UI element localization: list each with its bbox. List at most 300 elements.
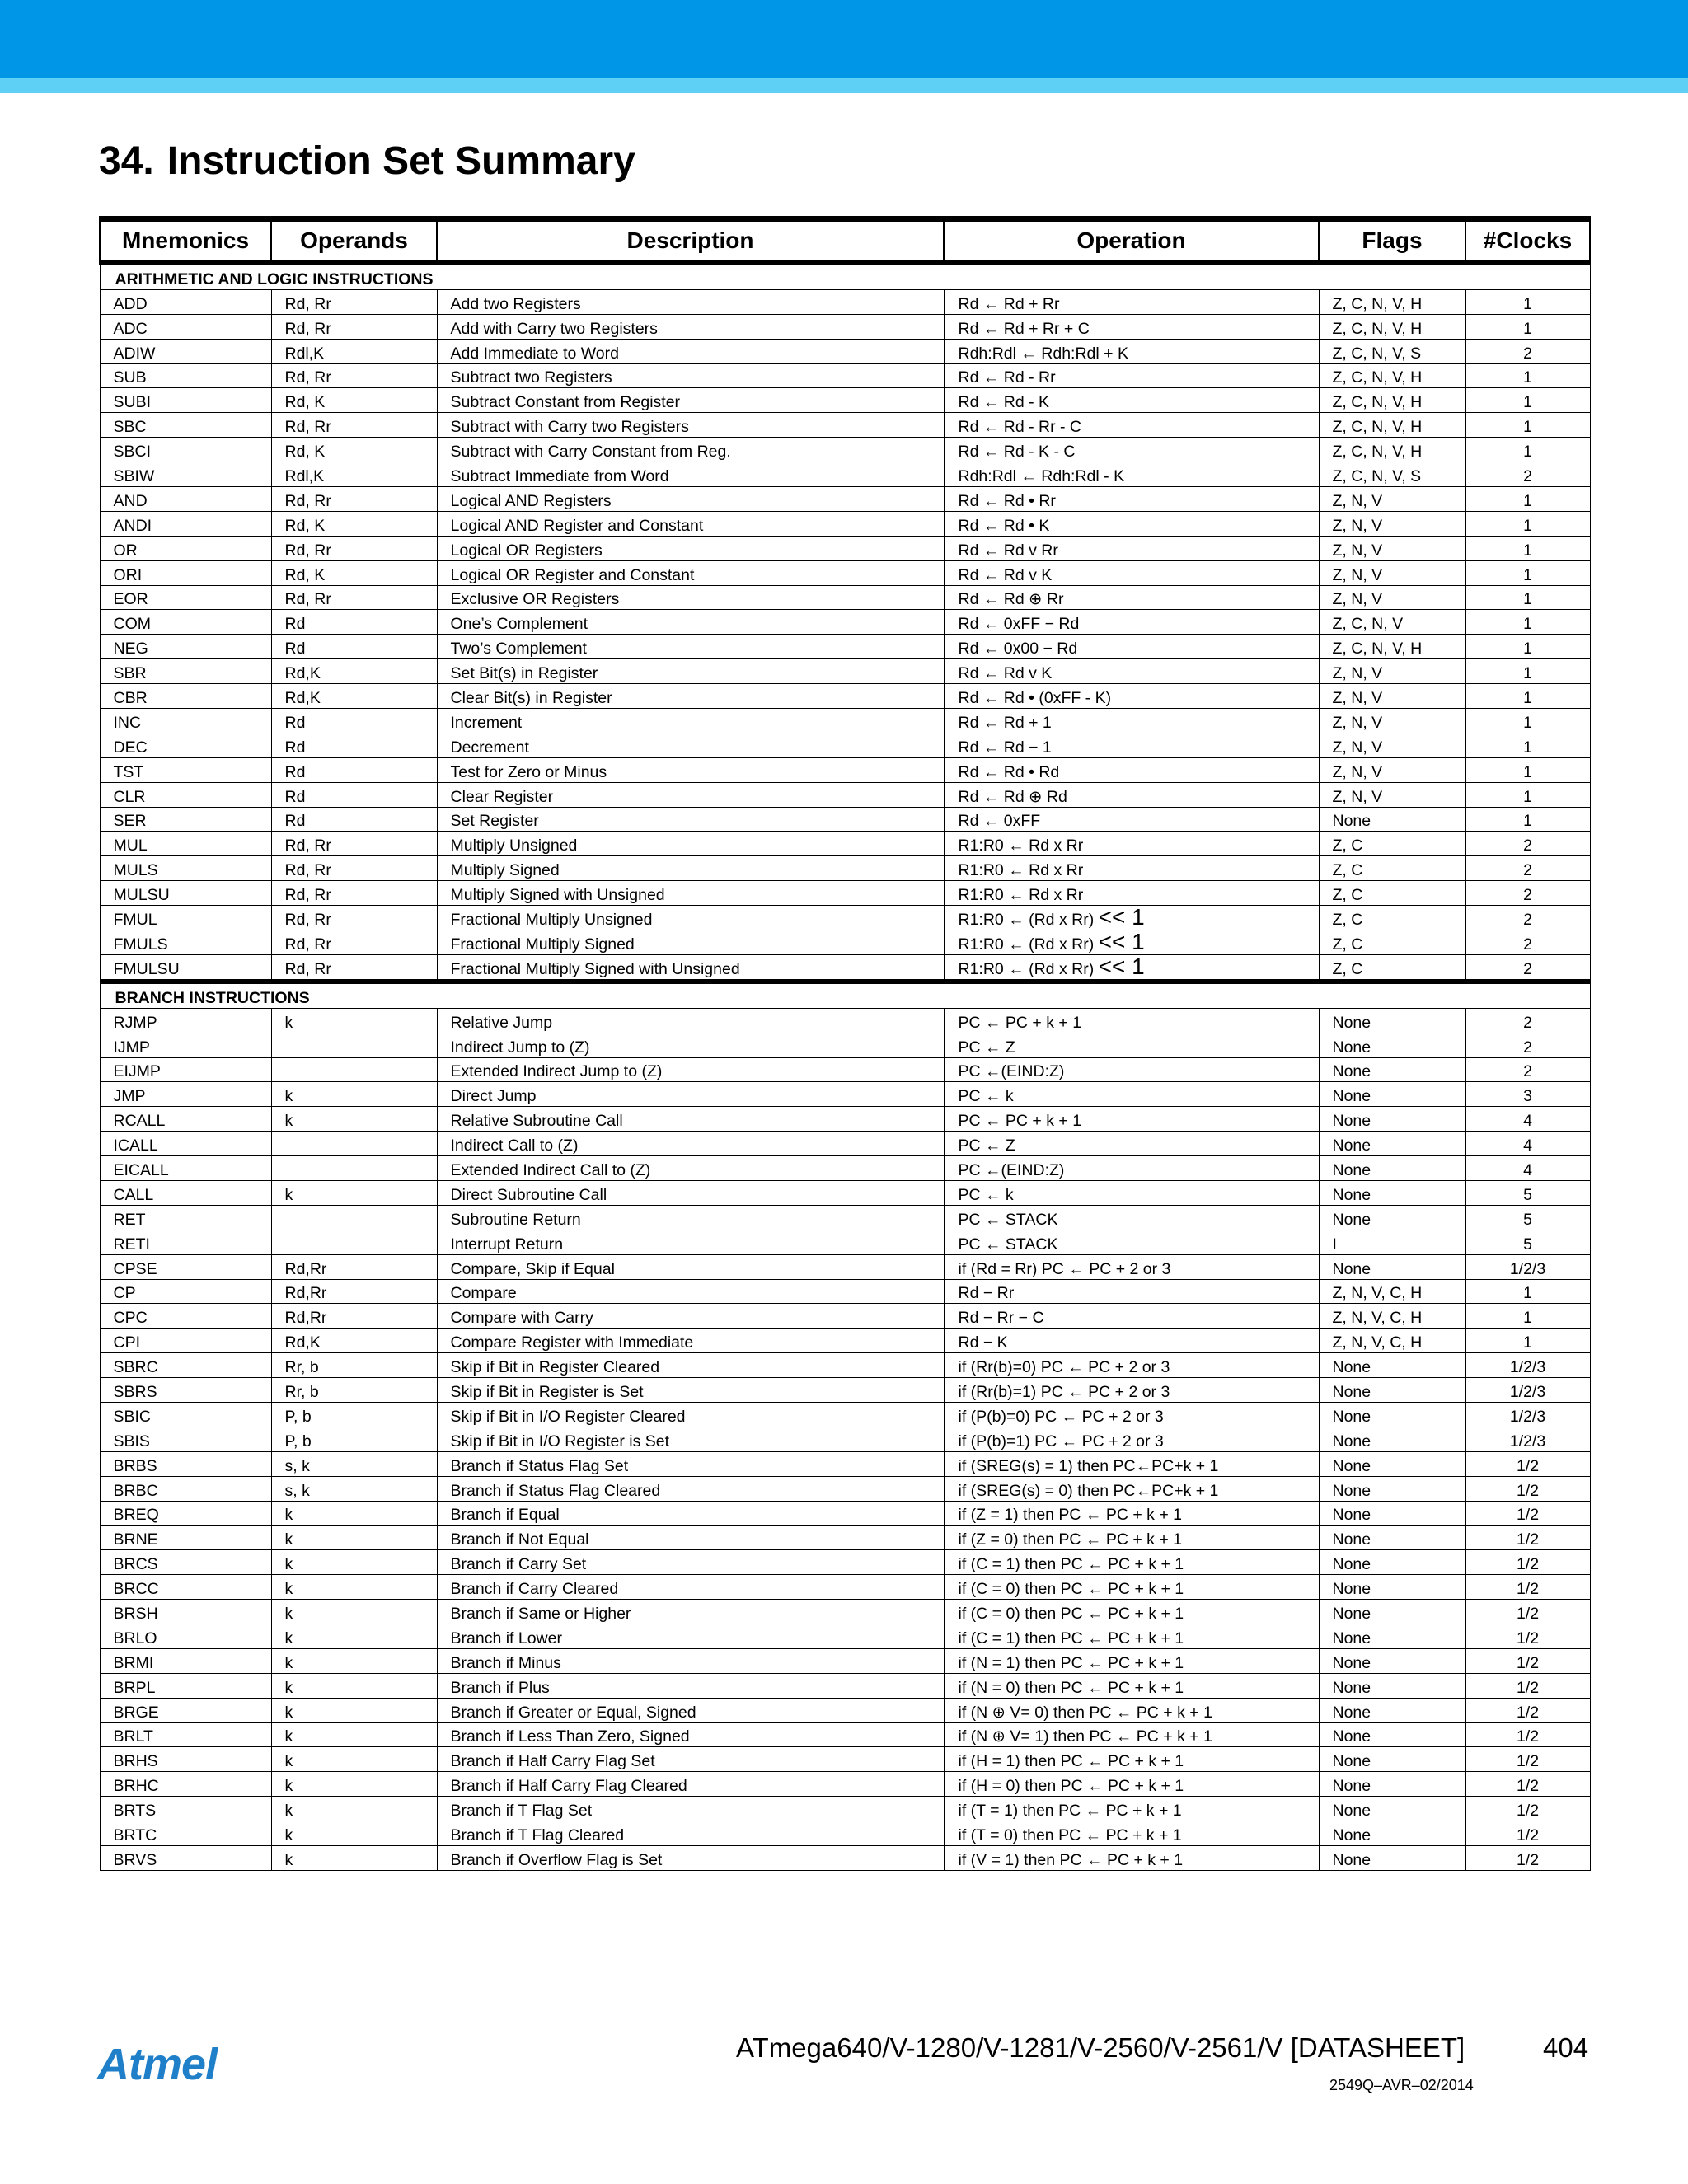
table-row (100, 536, 1590, 560)
cell-operands (271, 1205, 437, 1230)
cell-operation: Rdh:Rdl ← Rdh:Rdl - K (944, 462, 1319, 487)
cell-clocks: 1/2 (1465, 1797, 1590, 1821)
cell-description: Compare (437, 1279, 944, 1304)
table-row (100, 1402, 1590, 1427)
cell-mnemonic: JMP (100, 1082, 271, 1107)
cell-clocks: 1/2 (1465, 1451, 1590, 1476)
cell-description: Logical OR Register and Constant (437, 560, 944, 585)
cell-mnemonic: BRTS (100, 1797, 271, 1821)
table-row (100, 1476, 1590, 1501)
cell-clocks: 1 (1465, 413, 1590, 438)
cell-clocks: 1/2 (1465, 1476, 1590, 1501)
cell-description: Branch if Plus (437, 1673, 944, 1698)
cell-clocks: 2 (1465, 339, 1590, 363)
table-row (100, 462, 1590, 487)
cell-operands (271, 1156, 437, 1181)
cell-mnemonic: RETI (100, 1230, 271, 1254)
cell-operands: Rd (271, 807, 437, 832)
table-row (100, 1722, 1590, 1747)
table-row (100, 1107, 1590, 1132)
table-row (100, 1378, 1590, 1403)
cell-clocks: 1/2 (1465, 1698, 1590, 1722)
cell-operands: Rd (271, 635, 437, 659)
cell-flags: None (1319, 1180, 1465, 1205)
cell-operation: if (Z = 1) then PC ← PC + k + 1 (944, 1501, 1319, 1526)
table-row (100, 1329, 1590, 1353)
cell-operands (271, 1033, 437, 1057)
cell-flags: Z, N, V, C, H (1319, 1279, 1465, 1304)
cell-mnemonic: BRTC (100, 1821, 271, 1846)
cell-clocks: 1 (1465, 1279, 1590, 1304)
cell-flags: None (1319, 1846, 1465, 1871)
table-row (100, 1797, 1590, 1821)
cell-description: Subroutine Return (437, 1205, 944, 1230)
cell-clocks: 1 (1465, 1329, 1590, 1353)
cell-description: Compare with Carry (437, 1304, 944, 1329)
cell-mnemonic: ADD (100, 289, 271, 314)
table-row (100, 1648, 1590, 1673)
column-header-description: Description (437, 219, 944, 263)
column-header-operands: Operands (271, 219, 437, 263)
cell-flags: None (1319, 1254, 1465, 1279)
cell-mnemonic: SUB (100, 363, 271, 388)
cell-operation: PC ← STACK (944, 1205, 1319, 1230)
cell-flags: Z, C (1319, 954, 1465, 981)
cell-description: Clear Bit(s) in Register (437, 684, 944, 709)
cell-description: Branch if Lower (437, 1624, 944, 1648)
cell-mnemonic: BREQ (100, 1501, 271, 1526)
cell-description: Subtract two Registers (437, 363, 944, 388)
cell-flags: None (1319, 1107, 1465, 1132)
cell-description: Skip if Bit in Register is Set (437, 1378, 944, 1403)
cell-operands: Rdl,K (271, 462, 437, 487)
cell-clocks: 4 (1465, 1132, 1590, 1156)
table-row (100, 832, 1590, 856)
cell-mnemonic: CPSE (100, 1254, 271, 1279)
cell-description: Branch if Half Carry Flag Cleared (437, 1772, 944, 1797)
cell-description: Compare Register with Immediate (437, 1329, 944, 1353)
cell-operands: Rd,Rr (271, 1254, 437, 1279)
cell-operation: if (SREG(s) = 0) then PC←PC+k + 1 (944, 1476, 1319, 1501)
cell-clocks: 1 (1465, 560, 1590, 585)
cell-description: Branch if Carry Set (437, 1550, 944, 1575)
cell-clocks: 2 (1465, 954, 1590, 981)
cell-operands: k (271, 1550, 437, 1575)
cell-description: Indirect Call to (Z) (437, 1132, 944, 1156)
cell-mnemonic: FMUL (100, 906, 271, 930)
table-row (100, 1673, 1590, 1698)
shift-suffix: << 1 (1098, 930, 1145, 954)
cell-clocks: 2 (1465, 1057, 1590, 1082)
cell-clocks: 2 (1465, 832, 1590, 856)
cell-clocks: 1 (1465, 487, 1590, 512)
cell-flags: Z, N, V (1319, 757, 1465, 782)
cell-mnemonic: SBIS (100, 1427, 271, 1451)
cell-clocks: 2 (1465, 462, 1590, 487)
cell-flags: Z, N, V (1319, 659, 1465, 684)
cell-operands: Rr, b (271, 1378, 437, 1403)
cell-operation: Rd ← 0xFF − Rd (944, 610, 1319, 635)
cell-flags: Z, N, V (1319, 511, 1465, 536)
cell-mnemonic: NEG (100, 635, 271, 659)
cell-flags: None (1319, 1722, 1465, 1747)
table-row (100, 1279, 1590, 1304)
cell-description: Multiply Signed with Unsigned (437, 881, 944, 906)
cell-operation: PC ← k (944, 1180, 1319, 1205)
table-row (100, 1772, 1590, 1797)
cell-description: Subtract with Carry two Registers (437, 413, 944, 438)
cell-operation: R1:R0 ← (Rd x Rr) << 1 (944, 954, 1319, 981)
cell-clocks: 1/2 (1465, 1747, 1590, 1772)
cell-mnemonic: CP (100, 1279, 271, 1304)
cell-operands: Rd, K (271, 560, 437, 585)
cell-flags: None (1319, 1821, 1465, 1846)
cell-operands: Rd, Rr (271, 954, 437, 981)
cell-operands: k (271, 1008, 437, 1033)
footer-page-number: 404 (1543, 2032, 1589, 2063)
cell-flags: Z, N, V (1319, 536, 1465, 560)
cell-mnemonic: BRVS (100, 1846, 271, 1871)
cell-mnemonic: RET (100, 1205, 271, 1230)
cell-mnemonic: SER (100, 807, 271, 832)
table-row (100, 610, 1590, 635)
cell-mnemonic: SBRC (100, 1353, 271, 1378)
cell-clocks: 1/2 (1465, 1673, 1590, 1698)
cell-mnemonic: BRMI (100, 1648, 271, 1673)
cell-operation: Rd ← Rd + Rr + C (944, 314, 1319, 339)
cell-operands: k (271, 1722, 437, 1747)
cell-clocks: 1 (1465, 635, 1590, 659)
cell-clocks: 1/2 (1465, 1624, 1590, 1648)
cell-mnemonic: BRHC (100, 1772, 271, 1797)
table-row (100, 363, 1590, 388)
cell-description: Compare, Skip if Equal (437, 1254, 944, 1279)
cell-operation: if (N = 1) then PC ← PC + k + 1 (944, 1648, 1319, 1673)
cell-operation: PC ← PC + k + 1 (944, 1107, 1319, 1132)
cell-operation: if (Rr(b)=0) PC ← PC + 2 or 3 (944, 1353, 1319, 1378)
cell-clocks: 1/2 (1465, 1846, 1590, 1871)
cell-description: Branch if Status Flag Cleared (437, 1476, 944, 1501)
cell-clocks: 1/2 (1465, 1772, 1590, 1797)
cell-clocks: 1 (1465, 388, 1590, 413)
cell-mnemonic: ORI (100, 560, 271, 585)
cell-operands: Rd (271, 782, 437, 807)
cell-operands: k (271, 1698, 437, 1722)
cell-flags: None (1319, 1747, 1465, 1772)
cell-operands: k (271, 1846, 437, 1871)
cell-operation: if (H = 1) then PC ← PC + k + 1 (944, 1747, 1319, 1772)
cell-clocks: 1/2/3 (1465, 1353, 1590, 1378)
cell-clocks: 2 (1465, 1033, 1590, 1057)
cell-mnemonic: BRPL (100, 1673, 271, 1698)
table-row (100, 782, 1590, 807)
cell-operands: k (271, 1575, 437, 1600)
cell-clocks: 5 (1465, 1205, 1590, 1230)
cell-mnemonic: RCALL (100, 1107, 271, 1132)
cell-operands: k (271, 1648, 437, 1673)
cell-operation: if (H = 0) then PC ← PC + k + 1 (944, 1772, 1319, 1797)
cell-mnemonic: SUBI (100, 388, 271, 413)
cell-flags: Z, N, V (1319, 733, 1465, 757)
cell-description: Two’s Complement (437, 635, 944, 659)
cell-flags: None (1319, 1550, 1465, 1575)
table-row (100, 1451, 1590, 1476)
cell-operation: if (N ⊕ V= 1) then PC ← PC + k + 1 (944, 1722, 1319, 1747)
cell-operands: Rd, Rr (271, 314, 437, 339)
table-row (100, 438, 1590, 462)
section-header-row (100, 982, 1590, 1008)
cell-operation: R1:R0 ← (Rd x Rr) << 1 (944, 930, 1319, 955)
cell-flags: None (1319, 1132, 1465, 1156)
table-row (100, 1082, 1590, 1107)
cell-clocks: 1 (1465, 289, 1590, 314)
cell-operands: P, b (271, 1402, 437, 1427)
cell-clocks: 1 (1465, 610, 1590, 635)
cell-flags: Z, N, V (1319, 560, 1465, 585)
cell-description: Skip if Bit in I/O Register Cleared (437, 1402, 944, 1427)
table-row (100, 807, 1590, 832)
cell-operands: Rd (271, 757, 437, 782)
cell-description: Skip if Bit in Register Cleared (437, 1353, 944, 1378)
cell-clocks: 5 (1465, 1180, 1590, 1205)
cell-mnemonic: BRCS (100, 1550, 271, 1575)
cell-operation: R1:R0 ← (Rd x Rr) << 1 (944, 906, 1319, 930)
cell-description: Branch if Less Than Zero, Signed (437, 1722, 944, 1747)
cell-flags: Z, N, V (1319, 709, 1465, 733)
cell-flags: Z, C (1319, 930, 1465, 955)
cell-clocks: 1/2 (1465, 1722, 1590, 1747)
table-row (100, 1600, 1590, 1624)
cell-operands: Rd, K (271, 511, 437, 536)
table-row (100, 930, 1590, 955)
cell-operands: Rd, Rr (271, 363, 437, 388)
column-header-clocks: #Clocks (1465, 219, 1590, 263)
cell-mnemonic: MUL (100, 832, 271, 856)
cell-clocks: 1/2/3 (1465, 1378, 1590, 1403)
cell-mnemonic: ANDI (100, 511, 271, 536)
cell-mnemonic: BRGE (100, 1698, 271, 1722)
cell-description: Clear Register (437, 782, 944, 807)
cell-operands: Rd, Rr (271, 906, 437, 930)
cell-clocks: 1 (1465, 363, 1590, 388)
table-row (100, 413, 1590, 438)
cell-mnemonic: CLR (100, 782, 271, 807)
header-bar (0, 0, 1688, 78)
cell-operation: Rd ← Rd • (0xFF - K) (944, 684, 1319, 709)
table-row (100, 709, 1590, 733)
cell-flags: None (1319, 1033, 1465, 1057)
cell-mnemonic: CPC (100, 1304, 271, 1329)
cell-mnemonic: BRBC (100, 1476, 271, 1501)
cell-clocks: 1 (1465, 757, 1590, 782)
cell-flags: None (1319, 1402, 1465, 1427)
table-row (100, 1526, 1590, 1550)
cell-flags: None (1319, 1501, 1465, 1526)
cell-description: Decrement (437, 733, 944, 757)
cell-flags: Z, C, N, V, H (1319, 363, 1465, 388)
cell-description: Branch if Not Equal (437, 1526, 944, 1550)
cell-flags: None (1319, 1008, 1465, 1033)
cell-operands: Rd, Rr (271, 881, 437, 906)
cell-operation: if (P(b)=0) PC ← PC + 2 or 3 (944, 1402, 1319, 1427)
cell-flags: Z, C, N, V, H (1319, 314, 1465, 339)
cell-operation: Rd ← Rd - Rr - C (944, 413, 1319, 438)
cell-operation: Rd ← Rd • Rd (944, 757, 1319, 782)
cell-description: Interrupt Return (437, 1230, 944, 1254)
cell-flags: Z, N, V (1319, 782, 1465, 807)
cell-flags: None (1319, 1353, 1465, 1378)
cell-description: Subtract Immediate from Word (437, 462, 944, 487)
cell-operands: Rd,K (271, 659, 437, 684)
cell-operation: R1:R0 ← Rd x Rr (944, 881, 1319, 906)
cell-operation: if (N = 0) then PC ← PC + k + 1 (944, 1673, 1319, 1698)
cell-description: Set Bit(s) in Register (437, 659, 944, 684)
cell-clocks: 1/2 (1465, 1648, 1590, 1673)
table-row (100, 906, 1590, 930)
cell-operation: Rd ← Rd • Rr (944, 487, 1319, 512)
cell-clocks: 2 (1465, 906, 1590, 930)
cell-flags: None (1319, 1600, 1465, 1624)
cell-flags: None (1319, 1082, 1465, 1107)
cell-description: Extended Indirect Call to (Z) (437, 1156, 944, 1181)
cell-operands: Rd, Rr (271, 487, 437, 512)
cell-operands: Rd, K (271, 438, 437, 462)
cell-clocks: 1/2 (1465, 1575, 1590, 1600)
cell-description: Add with Carry two Registers (437, 314, 944, 339)
cell-flags: None (1319, 1205, 1465, 1230)
cell-mnemonic: FMULSU (100, 954, 271, 981)
cell-operation: if (Rd = Rr) PC ← PC + 2 or 3 (944, 1254, 1319, 1279)
cell-mnemonic: COM (100, 610, 271, 635)
cell-mnemonic: ADIW (100, 339, 271, 363)
table-row (100, 585, 1590, 610)
table-row (100, 1033, 1590, 1057)
cell-operation: Rd ← 0xFF (944, 807, 1319, 832)
cell-operation: R1:R0 ← Rd x Rr (944, 856, 1319, 881)
cell-clocks: 1/2 (1465, 1501, 1590, 1526)
cell-clocks: 1 (1465, 1304, 1590, 1329)
cell-clocks: 1 (1465, 684, 1590, 709)
table-row (100, 314, 1590, 339)
cell-mnemonic: AND (100, 487, 271, 512)
cell-flags: Z, N, V (1319, 684, 1465, 709)
cell-operands: k (271, 1180, 437, 1205)
cell-operation: if (Z = 0) then PC ← PC + k + 1 (944, 1526, 1319, 1550)
cell-operation: if (C = 1) then PC ← PC + k + 1 (944, 1550, 1319, 1575)
cell-description: Multiply Unsigned (437, 832, 944, 856)
shift-suffix: << 1 (1098, 954, 1145, 979)
cell-flags: I (1319, 1230, 1465, 1254)
cell-operation: Rd ← Rd ⊕ Rr (944, 585, 1319, 610)
cell-operation: if (N ⊕ V= 0) then PC ← PC + k + 1 (944, 1698, 1319, 1722)
cell-clocks: 1 (1465, 782, 1590, 807)
table-row (100, 1575, 1590, 1600)
cell-operands: s, k (271, 1476, 437, 1501)
cell-flags: None (1319, 1797, 1465, 1821)
cell-description: Increment (437, 709, 944, 733)
cell-description: Branch if Carry Cleared (437, 1575, 944, 1600)
cell-description: Subtract Constant from Register (437, 388, 944, 413)
cell-operands: Rd, Rr (271, 289, 437, 314)
header-bar-accent (0, 78, 1688, 93)
cell-operation: Rd ← Rd v K (944, 659, 1319, 684)
table-row (100, 1353, 1590, 1378)
cell-description: Add two Registers (437, 289, 944, 314)
cell-flags: Z, C (1319, 856, 1465, 881)
cell-mnemonic: CPI (100, 1329, 271, 1353)
table-row (100, 1747, 1590, 1772)
cell-operation: if (P(b)=1) PC ← PC + 2 or 3 (944, 1427, 1319, 1451)
section-header-row (100, 263, 1590, 290)
cell-operands: Rd, Rr (271, 856, 437, 881)
cell-operation: Rd ← Rd - K (944, 388, 1319, 413)
cell-flags: None (1319, 1698, 1465, 1722)
cell-operands: Rd (271, 610, 437, 635)
cell-flags: Z, C, N, V, H (1319, 635, 1465, 659)
cell-operands: s, k (271, 1451, 437, 1476)
cell-mnemonic: EOR (100, 585, 271, 610)
cell-operation: if (T = 0) then PC ← PC + k + 1 (944, 1821, 1319, 1846)
cell-description: Extended Indirect Jump to (Z) (437, 1057, 944, 1082)
column-header-operation: Operation (944, 219, 1319, 263)
cell-clocks: 1 (1465, 585, 1590, 610)
cell-clocks: 1/2/3 (1465, 1254, 1590, 1279)
cell-operation: if (C = 0) then PC ← PC + k + 1 (944, 1600, 1319, 1624)
cell-operands (271, 1132, 437, 1156)
cell-flags: Z, N, V (1319, 487, 1465, 512)
cell-mnemonic: MULSU (100, 881, 271, 906)
cell-description: Branch if Half Carry Flag Set (437, 1747, 944, 1772)
cell-mnemonic: SBCI (100, 438, 271, 462)
table-row (100, 1132, 1590, 1156)
cell-flags: None (1319, 1648, 1465, 1673)
cell-flags: None (1319, 1673, 1465, 1698)
cell-operands: k (271, 1526, 437, 1550)
cell-operands: P, b (271, 1427, 437, 1451)
section-title: Instruction Set Summary (166, 139, 635, 183)
cell-flags: None (1319, 1526, 1465, 1550)
cell-description: Indirect Jump to (Z) (437, 1033, 944, 1057)
cell-clocks: 1 (1465, 314, 1590, 339)
cell-operation: Rd − Rr − C (944, 1304, 1319, 1329)
cell-mnemonic: FMULS (100, 930, 271, 955)
column-header-flags: Flags (1319, 219, 1465, 263)
cell-flags: Z, C, N, V, S (1319, 339, 1465, 363)
cell-operands: k (271, 1107, 437, 1132)
cell-clocks: 2 (1465, 1008, 1590, 1033)
cell-mnemonic: BRNE (100, 1526, 271, 1550)
cell-operands: k (271, 1501, 437, 1526)
cell-mnemonic: BRLO (100, 1624, 271, 1648)
cell-operands: k (271, 1673, 437, 1698)
cell-description: Add Immediate to Word (437, 339, 944, 363)
table-row (100, 856, 1590, 881)
cell-description: Direct Jump (437, 1082, 944, 1107)
cell-description: Branch if Minus (437, 1648, 944, 1673)
table-row (100, 339, 1590, 363)
cell-operands: Rd,Rr (271, 1304, 437, 1329)
cell-description: Logical OR Registers (437, 536, 944, 560)
cell-flags: Z, C, N, V, H (1319, 388, 1465, 413)
cell-operation: Rd − K (944, 1329, 1319, 1353)
cell-operation: if (C = 0) then PC ← PC + k + 1 (944, 1575, 1319, 1600)
table-row (100, 1550, 1590, 1575)
cell-clocks: 1 (1465, 709, 1590, 733)
cell-description: One’s Complement (437, 610, 944, 635)
cell-description: Branch if Overflow Flag is Set (437, 1846, 944, 1871)
cell-description: Skip if Bit in I/O Register is Set (437, 1427, 944, 1451)
cell-mnemonic: SBC (100, 413, 271, 438)
